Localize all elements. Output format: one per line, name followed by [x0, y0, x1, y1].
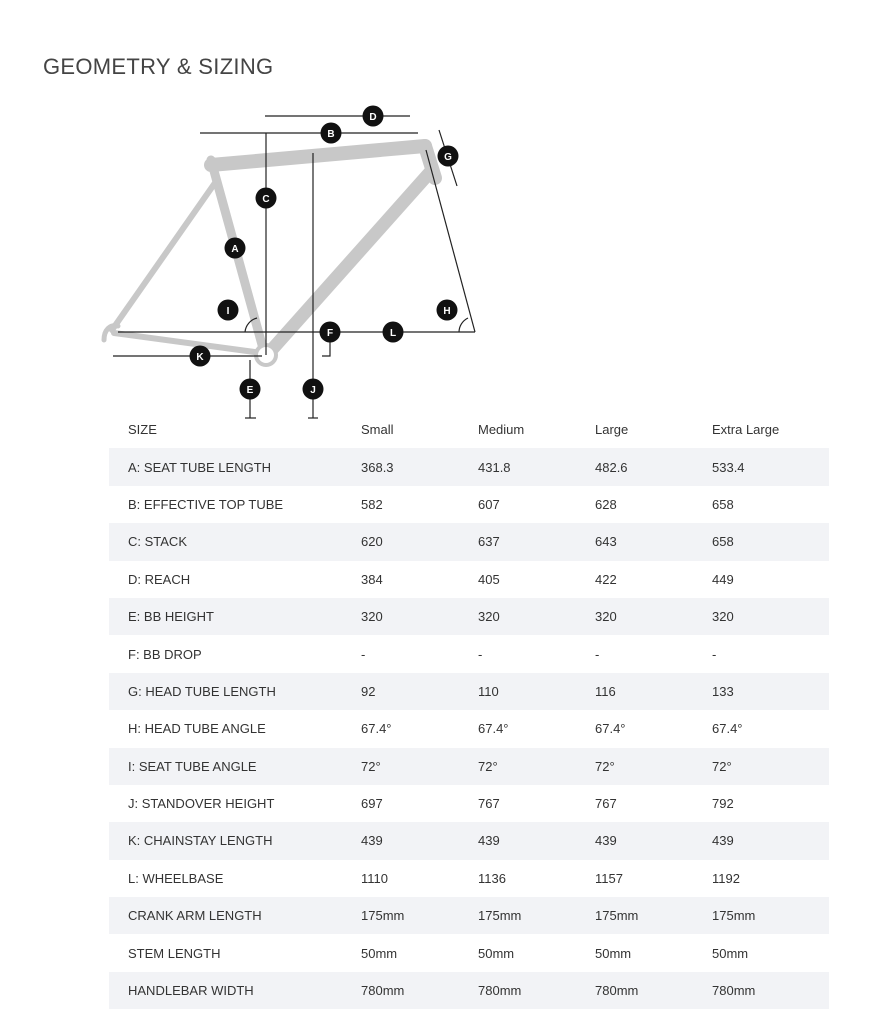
cell-extra-large: 50mm [712, 945, 749, 961]
marker-a [225, 238, 246, 259]
svg-text:G: G [444, 152, 452, 163]
table-row [109, 486, 829, 523]
cell-extra-large: 449 [712, 571, 734, 587]
frame-geometry-diagram [100, 100, 490, 425]
cell-large: 439 [595, 833, 617, 849]
marker-k [190, 346, 211, 367]
cell-small: 1110 [361, 870, 388, 886]
marker-d [363, 106, 384, 127]
cell-medium: 780mm [478, 983, 522, 999]
table-row [109, 785, 829, 822]
head-angle-arc [459, 318, 468, 332]
cell-small: 582 [361, 496, 383, 512]
page-title: GEOMETRY & SIZING [43, 54, 274, 79]
table-row [109, 822, 829, 859]
svg-text:A: A [231, 244, 239, 255]
cell-small: 175mm [361, 908, 405, 924]
row-label: HANDLEBAR WIDTH [128, 983, 254, 999]
table-row [109, 598, 829, 635]
cell-medium: 72° [478, 758, 498, 774]
cell-small: 620 [361, 534, 383, 550]
cell-medium: 320 [478, 609, 500, 625]
cell-large: 175mm [595, 908, 639, 924]
row-label: B: EFFECTIVE TOP TUBE [128, 496, 284, 512]
table-row [109, 897, 829, 934]
cell-extra-large: 658 [712, 534, 734, 550]
marker-h [437, 300, 458, 321]
svg-text:J: J [310, 385, 316, 396]
column-header-small: Small [361, 422, 394, 438]
cell-large: 1157 [595, 870, 623, 886]
table-row [109, 748, 829, 785]
cell-extra-large: 320 [712, 609, 734, 625]
cell-large: 67.4° [595, 721, 626, 737]
row-label: D: REACH [128, 571, 191, 587]
svg-text:B: B [327, 129, 335, 140]
cell-extra-large: 658 [712, 496, 734, 512]
seat-stay [112, 180, 217, 330]
marker-i [218, 300, 239, 321]
row-label: A: SEAT TUBE LENGTH [128, 459, 272, 475]
cell-extra-large: 792 [712, 796, 734, 812]
table-row [109, 448, 829, 485]
cell-small: 697 [361, 796, 383, 812]
marker-c [256, 188, 277, 209]
cell-small: 50mm [361, 945, 398, 961]
cell-medium: - [478, 646, 483, 662]
top-tube [211, 146, 425, 165]
cell-large: 643 [595, 534, 617, 550]
cell-medium: 67.4° [478, 721, 509, 737]
cell-medium: 439 [478, 833, 500, 849]
row-label: I: SEAT TUBE ANGLE [128, 758, 257, 774]
cell-extra-large: 72° [712, 758, 732, 774]
cell-medium: 637 [478, 534, 500, 550]
cell-large: 780mm [595, 983, 639, 999]
column-header-extra-large: Extra Large [712, 422, 780, 438]
table-row [109, 673, 829, 710]
cell-large: 50mm [595, 945, 632, 961]
row-label: J: STANDOVER HEIGHT [128, 796, 275, 812]
cell-medium: 1136 [478, 870, 506, 886]
cell-small: 320 [361, 609, 383, 625]
cell-large: 72° [595, 758, 615, 774]
cell-extra-large: 175mm [712, 908, 756, 924]
cell-extra-large: 533.4 [712, 459, 745, 475]
table-row [109, 635, 829, 672]
down-tube [268, 170, 432, 354]
cell-small: 67.4° [361, 721, 392, 737]
frame-diagram-svg [100, 100, 490, 425]
svg-text:K: K [196, 352, 204, 363]
cell-extra-large: 780mm [712, 983, 756, 999]
cell-small: - [361, 646, 366, 662]
marker-e [240, 379, 261, 400]
cell-large: - [595, 646, 600, 662]
svg-text:F: F [326, 328, 334, 339]
cell-medium: 767 [478, 796, 500, 812]
row-label: STEM LENGTH [128, 945, 221, 961]
column-header-size: SIZE [128, 422, 157, 438]
cell-medium: 607 [478, 496, 500, 512]
cell-large: 320 [595, 609, 617, 625]
cell-small: 72° [361, 758, 381, 774]
marker-l [383, 322, 404, 343]
cell-large: 422 [595, 571, 617, 587]
cell-small: 368.3 [361, 459, 394, 475]
cell-medium: 405 [478, 571, 500, 587]
marker-g [438, 146, 459, 167]
table-row [109, 934, 829, 971]
table-row [109, 561, 829, 598]
chain-stay [114, 333, 262, 353]
cell-extra-large: 1192 [712, 870, 740, 886]
cell-small: 92 [361, 683, 376, 699]
marker-j [303, 379, 324, 400]
cell-large: 767 [595, 796, 617, 812]
row-label: H: HEAD TUBE ANGLE [128, 721, 266, 737]
marker-b [321, 123, 342, 144]
cell-medium: 175mm [478, 908, 522, 924]
table-row [109, 523, 829, 560]
cell-extra-large: 67.4° [712, 721, 743, 737]
cell-large: 482.6 [595, 459, 628, 475]
cell-large: 116 [595, 683, 616, 699]
column-header-medium: Medium [478, 422, 525, 438]
column-header-large: Large [595, 422, 629, 438]
row-label: G: HEAD TUBE LENGTH [128, 683, 276, 699]
table-row [109, 710, 829, 747]
cell-medium: 50mm [478, 945, 515, 961]
cell-medium: 431.8 [478, 459, 511, 475]
cell-small: 384 [361, 571, 383, 587]
row-label: F: BB DROP [128, 646, 202, 662]
marker-f [320, 322, 341, 343]
svg-text:I: I [226, 306, 230, 317]
cell-small: 780mm [361, 983, 405, 999]
table-row [109, 860, 829, 897]
cell-extra-large: 133 [712, 683, 734, 699]
svg-text:L: L [389, 328, 397, 339]
svg-text:H: H [443, 306, 451, 317]
cell-large: 628 [595, 496, 617, 512]
row-label: E: BB HEIGHT [128, 609, 214, 625]
table-header-row [109, 411, 829, 448]
table-row [109, 972, 829, 1009]
svg-text:C: C [262, 194, 270, 205]
cell-small: 439 [361, 833, 383, 849]
row-label: CRANK ARM LENGTH [128, 908, 262, 924]
row-label: L: WHEELBASE [128, 870, 224, 886]
row-label: K: CHAINSTAY LENGTH [128, 833, 273, 849]
cell-extra-large: - [712, 646, 717, 662]
row-label: C: STACK [128, 534, 187, 550]
cell-extra-large: 439 [712, 833, 734, 849]
geometry-table [109, 411, 829, 1009]
svg-text:E: E [246, 385, 254, 396]
svg-text:D: D [369, 112, 377, 123]
cell-medium: 110 [478, 683, 499, 699]
